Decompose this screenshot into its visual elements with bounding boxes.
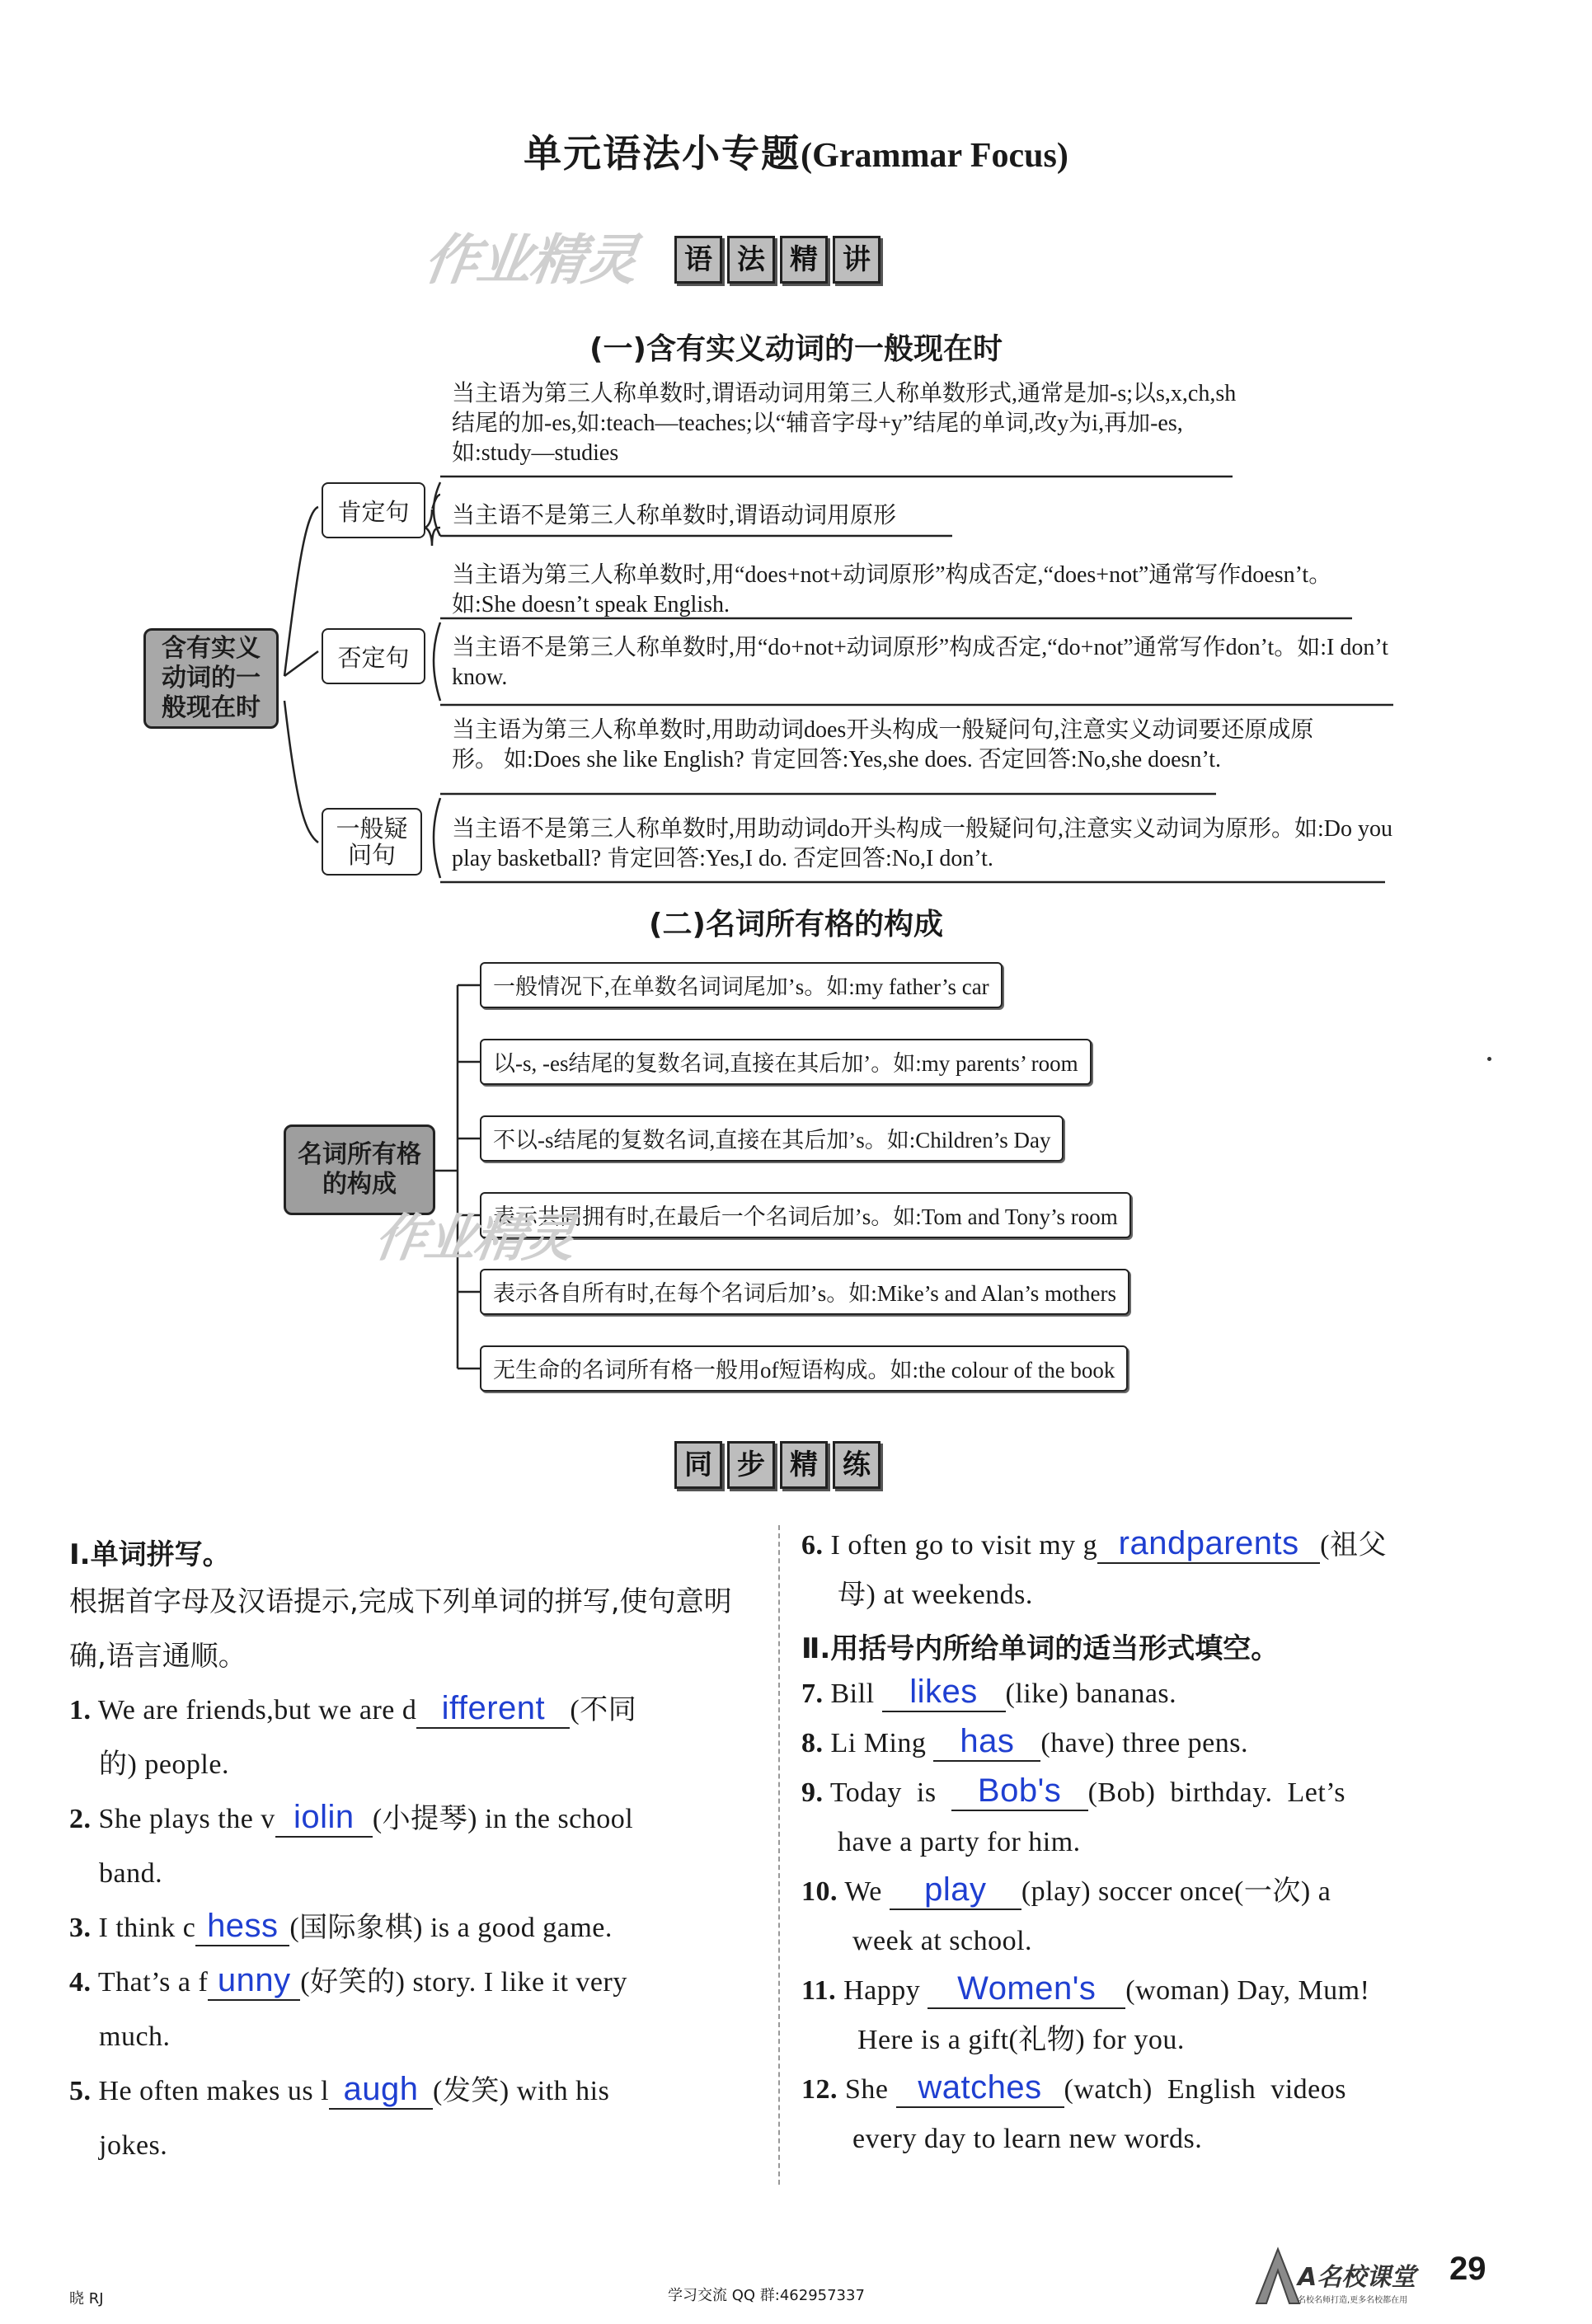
item-number: 4. xyxy=(69,1967,92,1998)
item-11-continuation: Here is a gift(礼物) for you. xyxy=(857,2025,1185,2055)
logo-a-icon xyxy=(1253,2246,1303,2305)
mindmap-root-possessive: 名词所有格的构成 xyxy=(284,1124,435,1215)
watermark: 作业精灵 xyxy=(420,228,641,292)
exercise-item-11 xyxy=(801,1964,1477,2018)
exercise-item-10 xyxy=(801,1865,1477,1919)
exercise-item-6 xyxy=(801,1519,1477,1573)
answer-text: likes xyxy=(909,1674,978,1710)
item-text-after: (发笑) with his xyxy=(433,2076,610,2106)
possessive-rule-1: 一般情况下,在单数名词词尾加’s。如:my father’s car xyxy=(480,962,1003,1008)
item-text-after: (play) soccer once(一次) a xyxy=(1021,1876,1331,1907)
exercise1-title: Ⅰ.单词拼写。 xyxy=(69,1538,231,1571)
note-affirmative-other: 当主语不是第三人称单数时,谓语动词用原形 xyxy=(452,503,897,528)
answer-text: randparents xyxy=(1118,1525,1299,1561)
part1-heading: (一)含有实义动词的一般现在时 xyxy=(589,332,1003,366)
exercise-item-1 xyxy=(69,1683,745,1738)
exercise-item-9 xyxy=(801,1766,1477,1820)
answer-blank-3[interactable] xyxy=(195,1909,289,1946)
footer-logo xyxy=(1253,2246,1416,2305)
exercise-item-3 xyxy=(69,1901,745,1955)
answer-blank-5[interactable] xyxy=(329,2073,433,2110)
answer-text: Bob's xyxy=(977,1772,1062,1809)
possessive-rule-6: 无生命的名词所有格一般用of短语构成。如:the colour of the book xyxy=(480,1345,1128,1392)
note-negative-other: 当主语不是第三人称单数时,用“do+not+动词原形”构成否定,“do+not”通常写作don’t。如:I don’t know. xyxy=(452,635,1388,690)
branch-label-negative: 否定句 xyxy=(322,628,425,684)
possessive-rule-5: 表示各自所有时,在每个名词后加’s。如:Mike’s and Alan’s mothers xyxy=(480,1269,1129,1315)
item-2-continuation: band. xyxy=(99,1858,163,1889)
item-text-before: Li Ming xyxy=(830,1728,927,1758)
answer-blank-11[interactable] xyxy=(927,1972,1125,2009)
item-6-continuation: 母) at weekends. xyxy=(838,1580,1033,1610)
item-text-after: (小提琴) in the school xyxy=(372,1804,634,1834)
badge-char: 步 xyxy=(727,1441,775,1489)
possessive-rule-3: 不以-s结尾的复数名词,直接在其后加’s。如:Children’s Day xyxy=(480,1115,1064,1162)
exercise1-instruction: 根据首字母及汉语提示,完成下列单词的拼写,使句意明确,语言通顺。 xyxy=(69,1585,732,1673)
item-text-after: (Bob) birthday. Let’s xyxy=(1087,1777,1345,1808)
connector-affirmative xyxy=(284,507,318,676)
answer-text: ifferent xyxy=(441,1690,546,1726)
answer-blank-7[interactable] xyxy=(882,1675,1006,1712)
section-badge-practice xyxy=(674,1441,881,1489)
item-12-continuation: every day to learn new words. xyxy=(852,2124,1203,2154)
possessive-rule-2: 以-s, -es结尾的复数名词,直接在其后加’。如:my parents’ room xyxy=(480,1039,1092,1085)
badge-char: 讲 xyxy=(833,236,881,284)
answer-blank-8[interactable] xyxy=(933,1725,1040,1762)
item-number: 8. xyxy=(801,1728,824,1758)
speck xyxy=(1487,1057,1491,1061)
answer-text: Women's xyxy=(957,1970,1097,2007)
item-text-before: Happy xyxy=(843,1975,921,2006)
item-4-continuation: much. xyxy=(99,2021,171,2052)
item-number: 6. xyxy=(801,1530,824,1561)
logo-subtitle: 名校名师打造,更多名校都在用 xyxy=(1298,2296,1408,2305)
answer-text: augh xyxy=(343,2071,419,2107)
item-9-continuation: have a party for him. xyxy=(838,1827,1081,1857)
badge-char: 法 xyxy=(727,236,775,284)
item-text-after: (国际象棋) is a good game. xyxy=(289,1913,613,1943)
answer-text: play xyxy=(924,1871,987,1908)
connector-question xyxy=(284,701,318,843)
item-text-before: She plays the v xyxy=(98,1804,275,1834)
note-affirmative-third-person: 当主语为第三人称单数时,谓语动词用第三人称单数形式,通常是加-s;以s,x,ch,sh结尾的加-es,如:teach—teaches;以“辅音字母+y”结尾的单词,改y为i,再加-es,如:study—studies xyxy=(452,381,1237,466)
exercise-item-5 xyxy=(69,2064,745,2119)
exercise-item-7 xyxy=(801,1667,1477,1721)
note-question-third-person: 当主语为第三人称单数时,用助动词does开头构成一般疑问句,注意实义动词要还原成原形。 如:Does she like English? 肯定回答:Yes,she does. 否定回答:No,she doesn’t. xyxy=(452,717,1314,772)
answer-blank-6[interactable] xyxy=(1097,1527,1320,1564)
answer-text: unny xyxy=(217,1962,291,1998)
branch-label-question: 一般疑问句 xyxy=(322,808,422,876)
footer-left: 晓 RJ xyxy=(69,2290,104,2308)
item-number: 10. xyxy=(801,1876,838,1907)
item-text-after: (have) three pens. xyxy=(1040,1728,1249,1758)
logo-text: A名校课堂 xyxy=(1298,2263,1416,2292)
item-5-continuation: jokes. xyxy=(99,2130,168,2161)
answer-blank-9[interactable] xyxy=(951,1774,1088,1811)
badge-char: 精 xyxy=(780,236,828,284)
item-number: 3. xyxy=(69,1913,92,1943)
connector-negative xyxy=(284,651,318,676)
answer-blank-10[interactable] xyxy=(890,1873,1021,1910)
item-text-before: We are friends,but we are d xyxy=(97,1695,417,1725)
badge-char: 语 xyxy=(674,236,722,284)
branch-label-affirmative: 肯定句 xyxy=(322,482,425,538)
item-text-after: (woman) Day, Mum! xyxy=(1125,1975,1370,2006)
possessive-rule-4: 表示共同拥有时,在最后一个名词后加’s。如:Tom and Tony’s room xyxy=(480,1192,1131,1238)
exercise-item-8 xyxy=(801,1716,1477,1771)
item-text-after: (祖父 xyxy=(1320,1530,1387,1561)
note-question-other: 当主语不是第三人称单数时,用助动词do开头构成一般疑问句,注意实义动词为原形。如:Do you play basketball? 肯定回答:Yes,I do. 否定回答:No,I don’t. xyxy=(452,816,1393,871)
item-number: 9. xyxy=(801,1777,824,1808)
title-en: (Grammar Focus) xyxy=(801,137,1068,175)
item-text-before: I think c xyxy=(98,1913,196,1943)
part2-heading: (二)名词所有格的构成 xyxy=(649,908,943,941)
item-text-before: Today is xyxy=(829,1777,937,1808)
item-text-after: (不同 xyxy=(570,1695,637,1725)
note-negative-third-person: 当主语为第三人称单数时,用“does+not+动词原形”构成否定,“does+not”通常写作doesn’t。如:She doesn’t speak English. xyxy=(452,562,1332,617)
answer-blank-1[interactable] xyxy=(416,1692,570,1729)
watermark: 作业精灵 xyxy=(371,1208,578,1268)
page-number: 29 xyxy=(1449,2251,1486,2287)
item-number: 1. xyxy=(69,1695,92,1725)
answer-blank-12[interactable] xyxy=(896,2071,1064,2108)
item-text-after: (watch) English videos xyxy=(1064,2074,1346,2105)
badge-char: 同 xyxy=(674,1441,722,1489)
title-cn: 单元语法小专题 xyxy=(524,131,801,176)
item-number: 12. xyxy=(801,2074,838,2105)
item-text-after: (like) bananas. xyxy=(1005,1678,1177,1709)
item-text-after: (好笑的) story. I like it very xyxy=(300,1967,627,1998)
item-text-before: That’s a f xyxy=(97,1967,209,1998)
exercise-item-2 xyxy=(69,1792,745,1847)
exercise-item-4 xyxy=(69,1955,745,2010)
mindmap-root-present-simple: 含有实义动词的一般现在时 xyxy=(143,628,279,729)
answer-text: has xyxy=(960,1723,1015,1759)
answer-blank-4[interactable] xyxy=(208,1964,300,2001)
footer-qq-group: 学习交流 QQ 群:462957337 xyxy=(668,2287,865,2304)
badge-char: 精 xyxy=(780,1441,828,1489)
item-text-before: She xyxy=(845,2074,889,2105)
answer-blank-2[interactable] xyxy=(275,1801,373,1838)
item-number: 2. xyxy=(69,1804,92,1834)
item-text-before: He often makes us l xyxy=(98,2076,330,2106)
item-number: 7. xyxy=(801,1678,824,1709)
item-number: 11. xyxy=(801,1975,837,2006)
answer-text: iolin xyxy=(293,1799,355,1835)
answer-text: hess xyxy=(207,1908,279,1944)
item-text-before: We xyxy=(844,1876,882,1907)
badge-char: 练 xyxy=(833,1441,881,1489)
item-1-continuation: 的) people. xyxy=(99,1749,229,1780)
column-divider xyxy=(778,1525,780,2185)
item-number: 5. xyxy=(69,2076,92,2106)
answer-text: watches xyxy=(918,2069,1042,2106)
item-text-before: I often go to visit my g xyxy=(830,1530,1098,1561)
exercise2-title: Ⅱ.用括号内所给单词的适当形式填空。 xyxy=(801,1632,1280,1665)
exercise-item-12 xyxy=(801,2063,1477,2117)
item-text-before: Bill xyxy=(830,1678,875,1709)
item-10-continuation: week at school. xyxy=(852,1926,1033,1956)
